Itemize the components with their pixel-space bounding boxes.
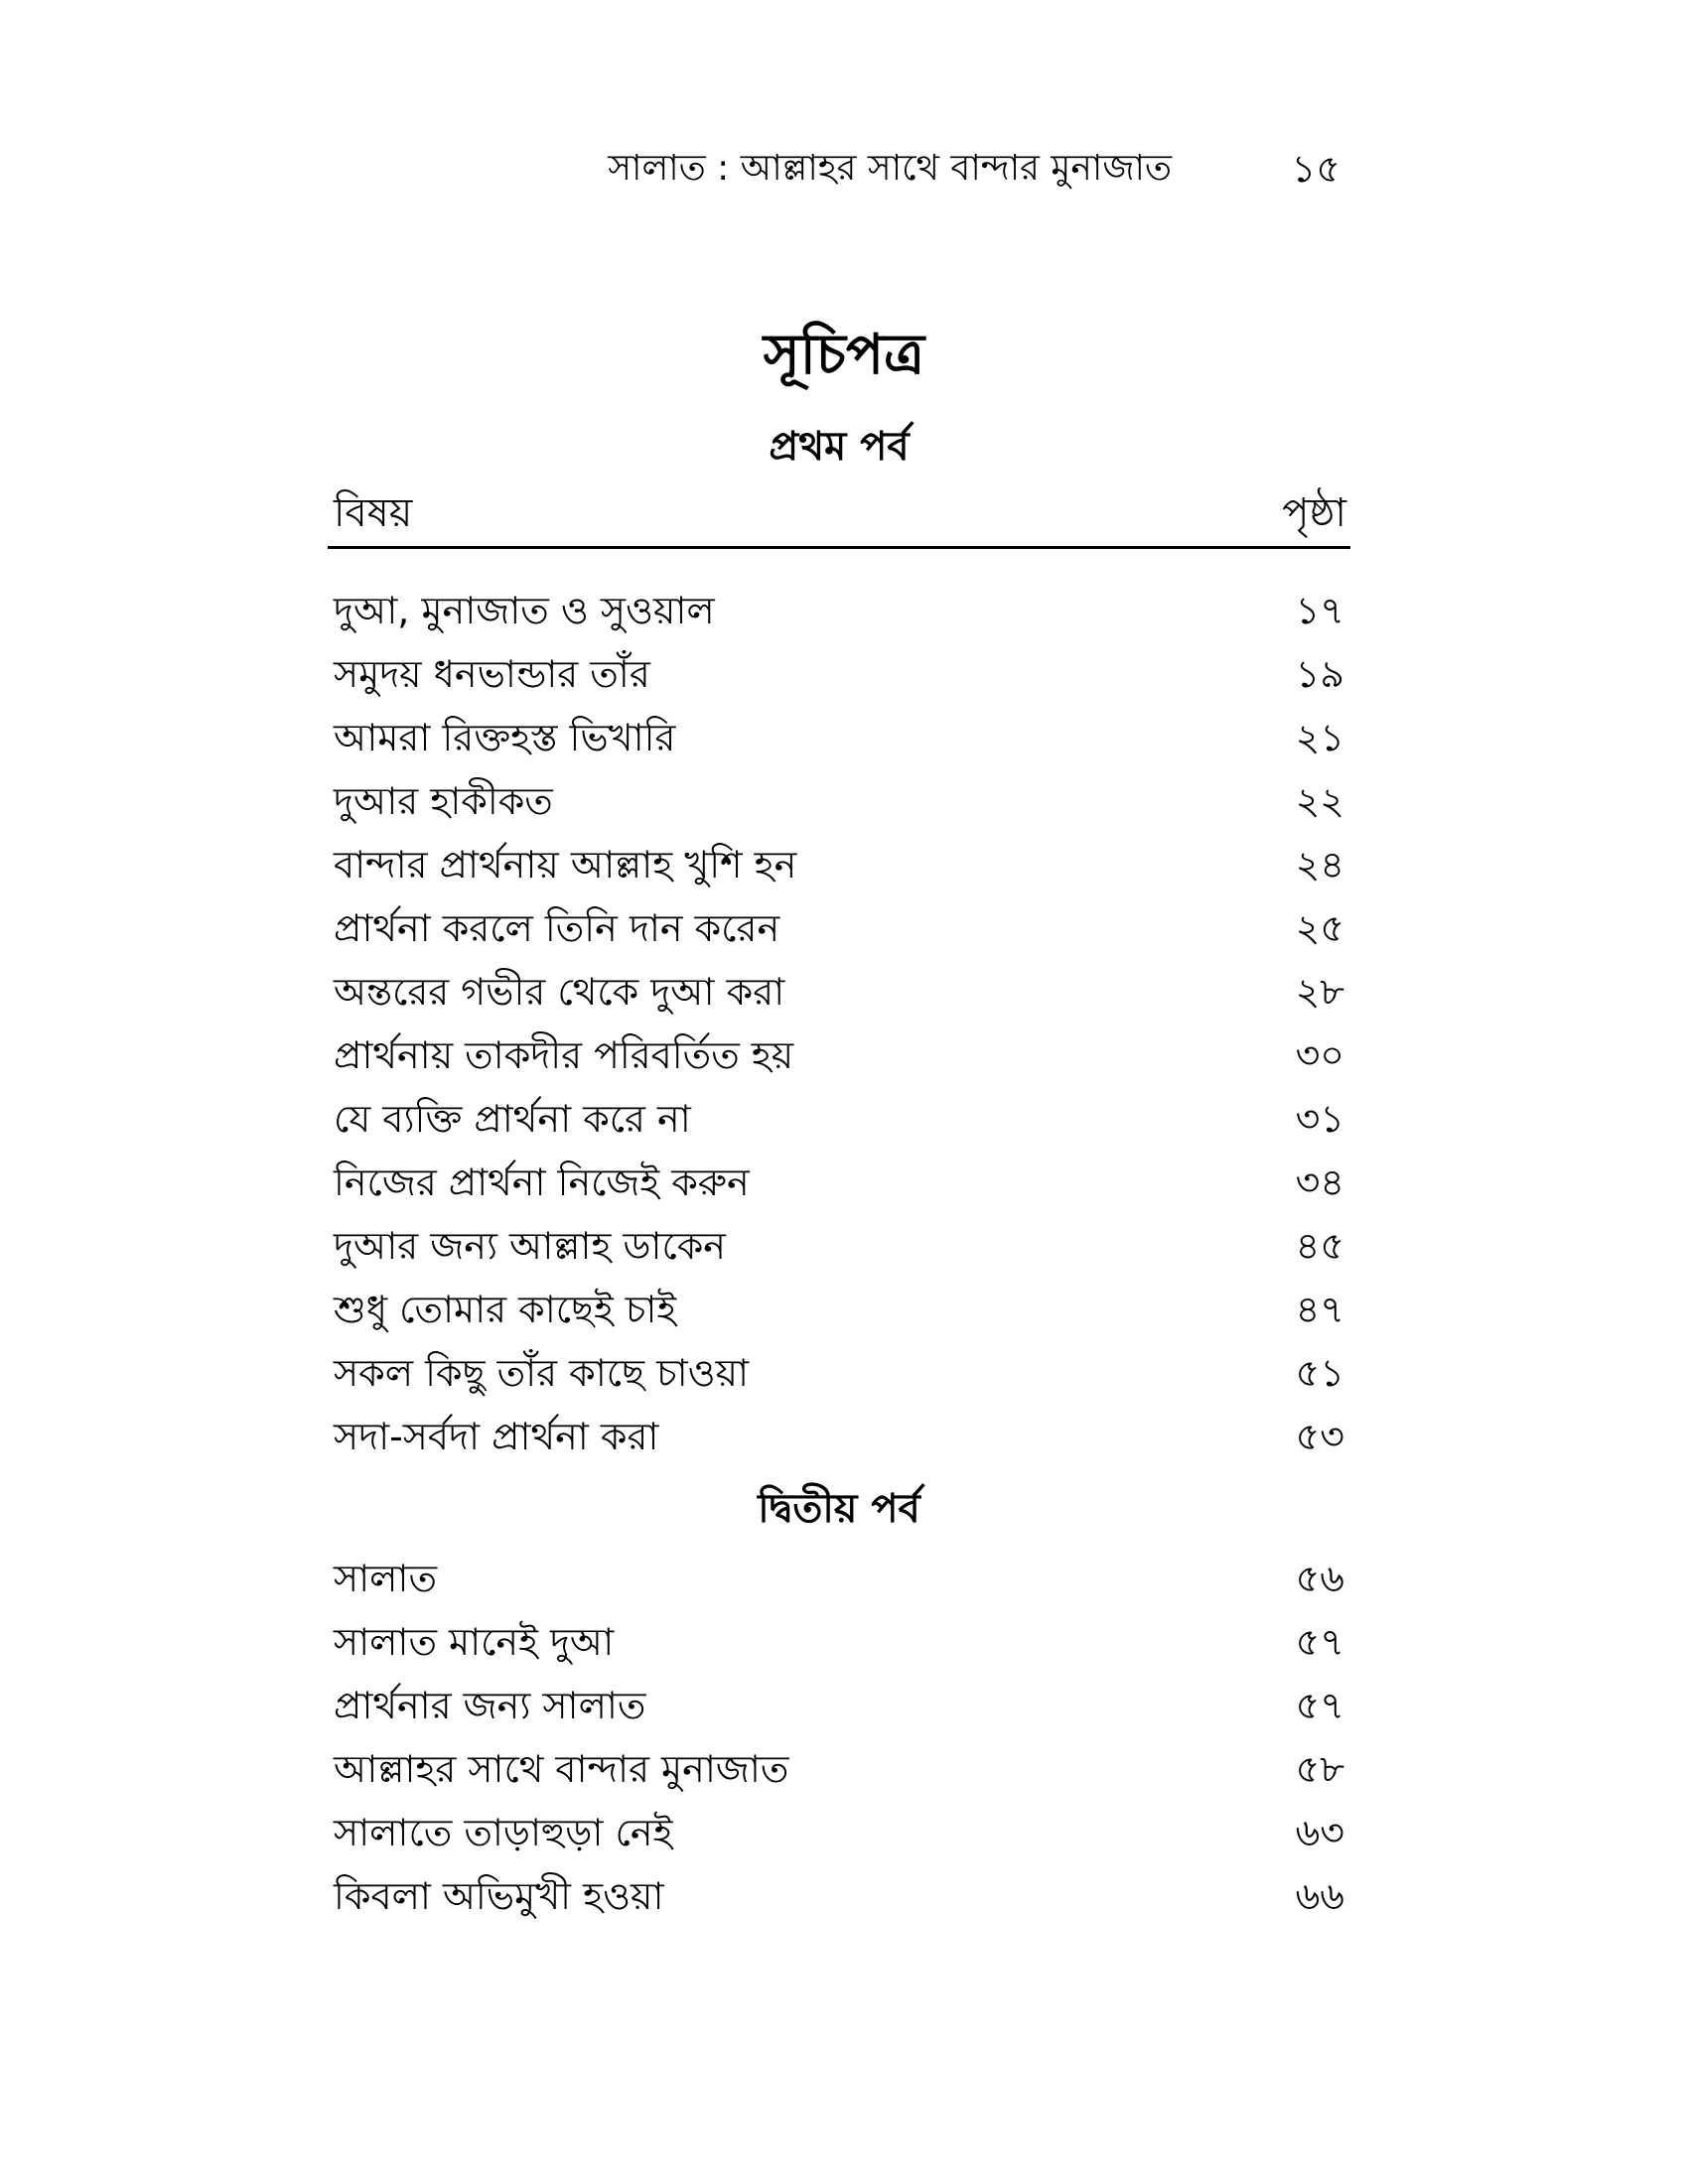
toc-entry-title: অন্তরের গভীর থেকে দুআ করা: [334, 970, 785, 1014]
toc-entry-page: ২২: [1295, 779, 1344, 823]
toc-entry-title: প্রার্থনায় তাকদীর পরিবর্তিত হয়: [334, 1033, 794, 1077]
toc-entry-title: সালাত মানেই দুআ: [334, 1620, 615, 1664]
toc-entry-page: ৫৮: [1295, 1747, 1344, 1791]
toc-entry-title: সদা-সর্বদা প্রার্থনা করা: [334, 1415, 659, 1458]
toc-entry: [328, 1864, 1350, 1928]
toc-entry: [328, 1610, 1350, 1674]
toc-entry-title: শুধু তোমার কাছেই চাই: [334, 1288, 677, 1331]
toc-entry-title: সমুদয় ধনভান্ডার তাঁর: [334, 652, 650, 696]
toc-entry-page: ৩১: [1295, 1097, 1344, 1141]
toc-entry: [328, 1151, 1350, 1214]
toc-entry: [328, 1405, 1350, 1468]
toc-entry-title: দুআ, মুনাজাত ও সুওয়াল: [334, 589, 715, 632]
toc-entry-page: ২৪: [1295, 843, 1344, 887]
toc-entry-title: যে ব্যক্তি প্রার্থনা করে না: [334, 1097, 691, 1141]
column-header-topic: বিষয়: [334, 490, 413, 536]
toc-entry-title: দুআর জন্য আল্লাহ ডাকেন: [334, 1224, 726, 1268]
section-heading: দ্বিতীয় পর্ব: [758, 1486, 920, 1532]
toc-entry-title: প্রার্থনার জন্য সালাত: [334, 1684, 646, 1727]
section-heading: প্রথম পর্ব: [769, 424, 910, 470]
toc-entry-list: [328, 1547, 1350, 1928]
toc-entry: [328, 769, 1350, 833]
page-header: [328, 144, 1350, 194]
toc-entry: [328, 960, 1350, 1024]
toc-entry-list: [328, 579, 1350, 1468]
toc-entry-page: ৫৩: [1295, 1415, 1344, 1458]
page-number: ১৫: [1291, 147, 1340, 191]
toc-entry: [328, 706, 1350, 769]
toc-entry: [328, 833, 1350, 896]
toc-entry: [328, 896, 1350, 960]
column-header: [328, 478, 1350, 549]
toc-entry-page: ৪৭: [1295, 1288, 1344, 1331]
toc-entry: [328, 1214, 1350, 1278]
toc-entry-page: ৩০: [1295, 1033, 1344, 1077]
toc-entry-title: প্রার্থনা করলে তিনি দান করেন: [334, 906, 780, 950]
toc-entry-page: ২৮: [1295, 970, 1344, 1014]
toc-entry: [328, 1278, 1350, 1341]
toc-entry-page: ৫৬: [1295, 1557, 1344, 1600]
toc-entry-title: দুআর হাকীকত: [334, 779, 553, 823]
toc-entry-page: ২৫: [1295, 906, 1344, 950]
toc-entry: [328, 1737, 1350, 1801]
toc-entry-page: ৩৪: [1295, 1160, 1344, 1204]
toc-entry-page: ১৭: [1295, 589, 1344, 632]
toc-part-1: [328, 417, 1350, 1468]
toc-entry-title: সকল কিছু তাঁর কাছে চাওয়া: [334, 1351, 750, 1395]
toc-entry: [328, 1547, 1350, 1610]
toc-entry-page: ৬৩: [1295, 1811, 1344, 1854]
toc-entry-page: ৬৬: [1295, 1874, 1344, 1918]
toc-entry-page: ৫৭: [1295, 1684, 1344, 1727]
toc-title: সূচিপত্র: [763, 323, 925, 387]
toc-entry-title: কিবলা অভিমুখী হওয়া: [334, 1874, 664, 1918]
toc-entry-page: ২১: [1295, 716, 1344, 759]
toc-entry: [328, 1024, 1350, 1087]
toc-entry-title: বান্দার প্রার্থনায় আল্লাহ খুশি হন: [334, 843, 797, 887]
column-header-page: পৃষ্ঠা: [1282, 490, 1346, 536]
toc-part-2: [328, 1479, 1350, 1928]
toc-entry-page: ১৯: [1295, 652, 1344, 696]
toc-entry-page: ৪৫: [1295, 1224, 1344, 1268]
running-title: সালাত : আল্লাহর সাথে বান্দার মুনাজাত: [608, 148, 1172, 189]
toc-entry-page: ৫৭: [1295, 1620, 1344, 1664]
toc-entry-page: ৫১: [1295, 1351, 1344, 1395]
toc-entry-title: নিজের প্রার্থনা নিজেই করুন: [334, 1160, 750, 1204]
toc-entry: [328, 579, 1350, 642]
toc-entry-title: আমরা রিক্তহস্ত ভিখারি: [334, 716, 676, 759]
toc-entry: [328, 1341, 1350, 1405]
toc-entry-title: আল্লাহর সাথে বান্দার মুনাজাত: [334, 1747, 789, 1791]
toc-entry-title: সালাত: [334, 1557, 437, 1600]
toc-entry: [328, 642, 1350, 706]
toc-entry-title: সালাতে তাড়াহুড়া নেই: [334, 1811, 673, 1854]
toc-entry: [328, 1801, 1350, 1864]
toc-entry: [328, 1674, 1350, 1737]
toc-entry: [328, 1087, 1350, 1151]
